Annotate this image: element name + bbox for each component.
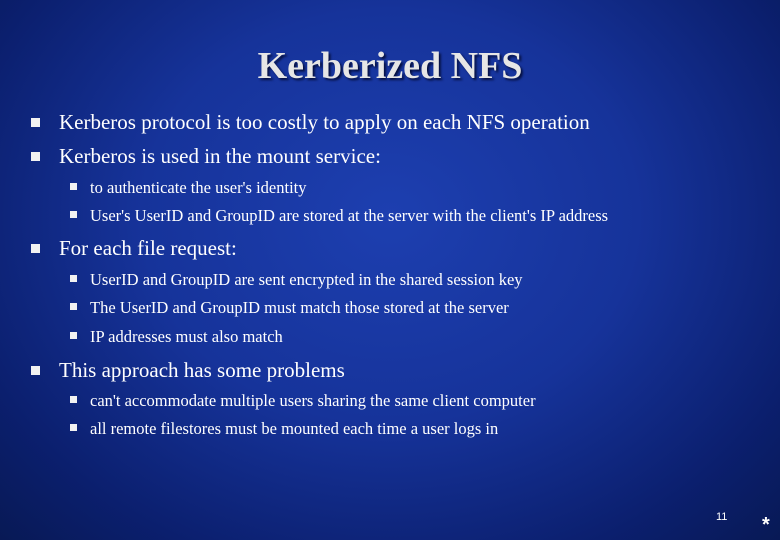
square-bullet-icon — [31, 152, 40, 161]
sub-bullet-text: User's UserID and GroupID are stored at the server with the client's IP address — [90, 206, 609, 225]
square-bullet-icon — [70, 424, 77, 431]
square-bullet-icon — [70, 183, 77, 190]
sub-bullet-text: can't accommodate multiple users sharing the same client computer — [90, 391, 536, 410]
square-bullet-icon — [31, 118, 40, 127]
square-bullet-icon — [31, 244, 40, 253]
sub-bullet-text: IP addresses must also match — [90, 327, 283, 346]
square-bullet-icon — [31, 366, 40, 375]
sub-bullet-text: UserID and GroupID are sent encrypted in the shared session key — [90, 270, 523, 289]
bullet-text: Kerberos is used in the mount service: — [59, 144, 381, 168]
square-bullet-icon — [70, 303, 77, 310]
bullet-text: Kerberos protocol is too costly to apply on each NFS operation — [59, 110, 590, 134]
sub-bullet-text: all remote filestores must be mounted each time a user logs in — [90, 419, 499, 438]
square-bullet-icon — [70, 396, 77, 403]
slide-title: Kerberized NFS — [257, 45, 523, 87]
square-bullet-icon — [70, 332, 77, 339]
sub-bullet-text: to authenticate the user's identity — [90, 178, 307, 197]
sub-bullet-text: The UserID and GroupID must match those stored at the server — [90, 298, 509, 317]
footer-asterisk: * — [762, 514, 770, 536]
bullet-text: This approach has some problems — [59, 358, 345, 382]
square-bullet-icon — [70, 275, 77, 282]
square-bullet-icon — [70, 211, 77, 218]
page-number: 11 — [716, 511, 728, 523]
bullet-text: For each file request: — [59, 236, 237, 260]
